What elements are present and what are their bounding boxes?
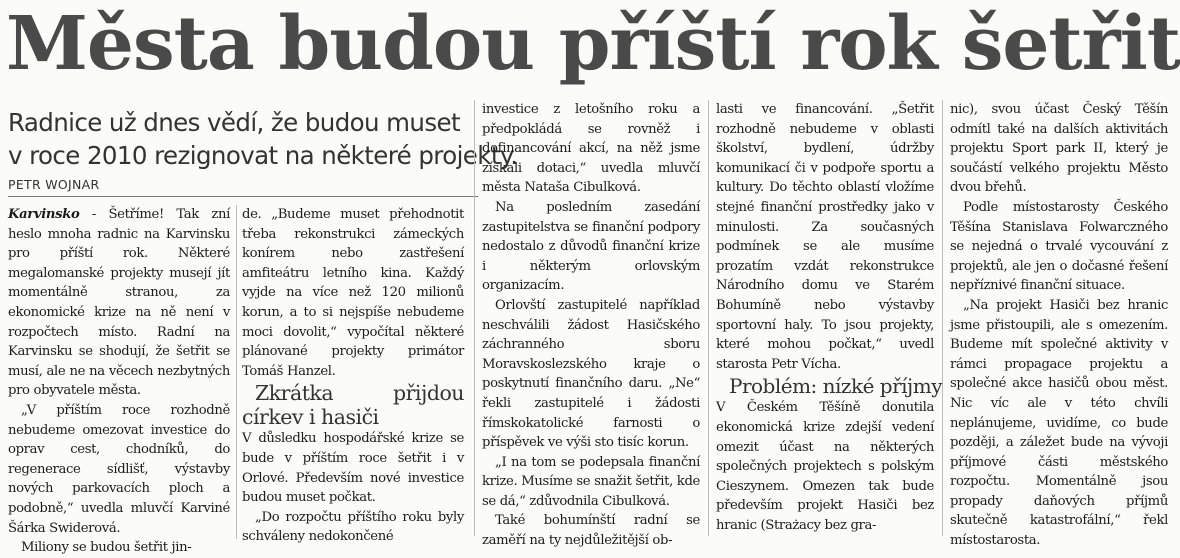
article-column-5 <box>950 100 1168 549</box>
byline-divider <box>8 196 478 197</box>
article-column-3 <box>482 100 700 549</box>
paragraph: „Do rozpočtu příštího roku byly schváleny nedokončené <box>242 509 464 545</box>
paragraph: Karvinsko - Šetříme! Tak zní heslo mnoha radnic na Karvinsku pro příští rok. Některé megalomanské projekty musejí jít momentálně stranou, za ekonomické krize na ně není v rozpočtech místo. Radní na Karvinsku se shodují, že šetřit se musí, ale ne na věcech nezbytných pro obyvatele města. <box>8 207 230 399</box>
paragraph: V důsledku hospodářské krize se bude v příštím roce šetřit i v Orlové. Především nové investice budou muset počkat. <box>242 431 464 506</box>
paragraph: Orlovští zastupitelé například neschválili žádost Hasičského záchranného sboru Moravskoslezského kraje o poskytnutí finančního daru. „Ne“ řekli zastupitelé i žádosti římskokatolické farnosti o příspěvek ve výši sto tisíc korun. <box>482 297 700 451</box>
paragraph: nic), svou účast Český Těšín odmítl také na dalších aktivitách projektu Sport park II, který je součástí velkého projektu Město dvou břehů. <box>950 102 1168 196</box>
paragraph: lasti ve financování. „Šetřit rozhodně nebudeme v oblasti školství, bydlení, údržby komunikací či v podpoře sportu a kultury. Do těchto oblastí vložíme stejné finanční prostředky jako v minulosti. Za současných podmínek se ale musíme prozatím vzdát rekonstrukce Národního domu ve Starém Bohumíně nebo výstavby sportovní haly. To jsou projekty, které mohou počkat,“ uvedl starosta Petr Vícha. <box>716 102 934 372</box>
paragraph: Také bohumínští radní se zaměří na ty nejdůležitější ob- <box>482 513 700 549</box>
paragraph: investice z letošního roku a předpokládá se rovněž i dofinancování akcí, na něž jsme získali dotaci,“ uvedla mluvčí města Nataša Cibulková. <box>482 102 700 196</box>
column-divider <box>708 100 709 536</box>
column-divider <box>236 205 237 539</box>
lead-line-1: Radnice už dnes vědí, že budou muset <box>8 108 460 137</box>
article-column-2 <box>242 205 464 545</box>
lead-line-2: v roce 2010 rezignovat na některé projekty. <box>8 141 518 170</box>
paragraph: Podle místostarosty Českého Těšína Stanislava Folwarczného se nejedná o trvalé vycouvání z projektů, ale jen o dočasné řešení nepříznivé finanční situace. <box>950 199 1168 294</box>
article-column-1 <box>8 205 230 556</box>
paragraph: Miliony se budou šetřit jin- <box>21 540 192 556</box>
column-divider <box>474 100 475 536</box>
subheading: Problém: nízké příjmy <box>729 374 943 399</box>
byline: PETR WOJNAR <box>8 177 100 192</box>
headline: Města budou příští rok šetřit <box>6 1 1180 87</box>
column-divider <box>942 100 943 536</box>
paragraph: de. „Budeme muset přehodnotit třeba rekonstrukci zámeckých konírem nebo zastřešení amfiteátru letního kina. Každý vyjde na více než 120 milionů korun, a to si nejspíše nebudeme moci dovolit,“ vypočítal některé plánované projekty primátor Tomáš Hanzel. <box>242 207 464 379</box>
lead-paragraph <box>8 106 518 172</box>
paragraph: „I na tom se podepsala finanční krize. Musíme se snažit šetřit, kde se dá,“ zdůvodnila Cibulková. <box>482 454 700 509</box>
dateline: Karvinsko <box>8 207 80 222</box>
paragraph: Na posledním zasedání zastupitelstva se finanční podpory nedostalo z důvodů finanční krize i některým orlovským organizacím. <box>482 199 700 294</box>
article-column-4 <box>716 100 943 539</box>
paragraph: V Českém Těšíně donutila ekonomická krize zdejší vedení omezit účast na některých společných projektech s polským Cieszynem. Omezen tak bude především projekt Hasiči bez hranic (Strażacy bez gra- <box>716 400 934 533</box>
subheading: Zkrátka přijdou církev i hasiči <box>242 381 464 430</box>
paragraph: „Na projekt Hasiči bez hranic jsme přistoupili, ale s omezením. Budeme mít společné aktivity v rámci propagace projektu a společné akce hasičů obou měst. Nic víc ale v této chvíli neplánujeme, uvidíme, co bude později, a záležet bude na vývoji příjmové části městského rozpočtu. Momentálně jsou propady daňových příjmů skutečně katastrofální,“ řekl místostarosta. <box>950 297 1168 549</box>
paragraph: „V příštím roce rozhodně nebudeme omezovat investice do oprav cest, chodníků, do regenerace sídlišť, výstavby nových parkovacích ploch a podobně,“ uvedla mluvčí Karviné Šárka Swiderová. <box>8 402 230 536</box>
